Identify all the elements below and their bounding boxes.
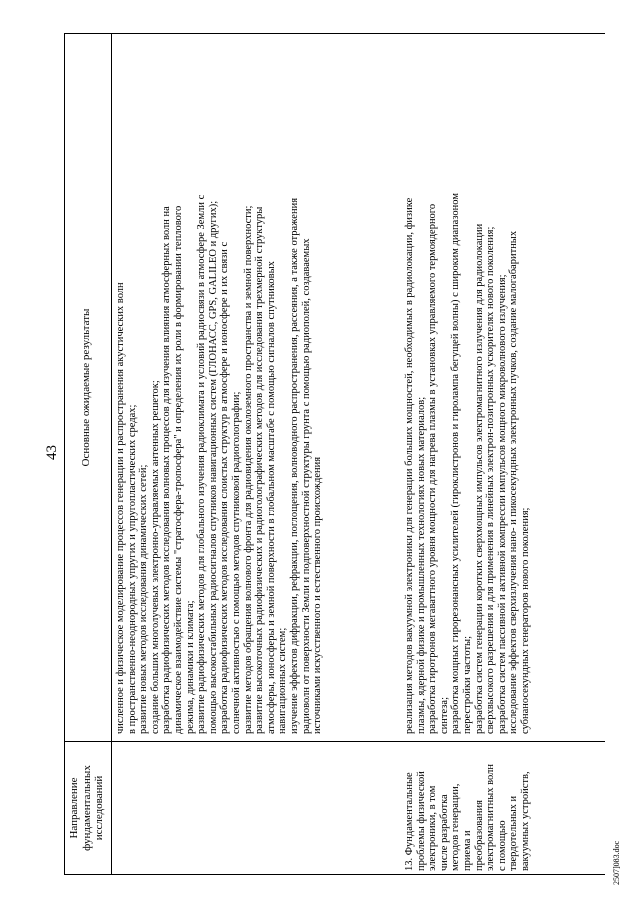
- header-divider: [111, 34, 112, 874]
- results-block-1: [115, 39, 324, 734]
- text-line: источниками искусственного и естественного происхождения: [312, 456, 324, 734]
- text-line: развитие радиофизических методов для глобального изучения радиоклимата и условий радиосвязи в атмосфере Земли с: [196, 194, 208, 734]
- text-line: динамическое взаимодействие системы "стратосфера-тропосфера" и определения их роли в формировании теплового: [172, 205, 184, 734]
- text-line: развитие методов обращения волнового фронта для радиовидения околоземного пространства и земной поверхности;: [242, 205, 254, 734]
- header-direction: [68, 742, 106, 874]
- text-line: вакуумных устройств,: [519, 771, 531, 871]
- text-line: реализация методов вакуумной электроники для генерации больших мощностей, необходимых в радиолокации, физике: [404, 197, 415, 734]
- text-line: приема и: [461, 830, 473, 871]
- results-block-2: [404, 39, 532, 734]
- text-line: плазмы, ядерной физике и промышленных технологиях новых материалов;: [415, 396, 427, 734]
- text-line: методов генерации,: [450, 783, 462, 871]
- text-line: перестройки частоты;: [461, 635, 473, 734]
- text-line: электромагнитных волн: [485, 764, 497, 871]
- research-table: [64, 33, 605, 875]
- text-line: разработка радиофизических методов исследования волновых процессов для изучения влияния атмосферных волн на: [161, 206, 173, 734]
- text-line: разработка систем пассивной и активной компрессии импульсов мощного микроволнового излучения;: [496, 274, 508, 734]
- text-line: исследование эффектов сверхизлучения нано- и пикосекундных электронных пучков, создание малогабаритных: [508, 230, 520, 734]
- text-line: синтеза;: [438, 696, 450, 734]
- text-line: помощью высокостабильных радиосигналов спутников навигационных систем (ГЛОНАСС, GPS, GALILEO и других);: [207, 200, 219, 734]
- header-direction-line: исследований: [93, 775, 105, 841]
- header-direction-line: Направление: [68, 777, 80, 839]
- text-line: числе разработка: [438, 794, 450, 871]
- text-line: субнаносекундных генераторов нового поколения;: [519, 507, 531, 734]
- text-line: 13. Фундаментальные: [404, 772, 415, 871]
- text-line: электроники, в том: [427, 785, 439, 871]
- document-code: 2507]083.doc: [612, 840, 621, 885]
- text-line: разработка радиофизических методов исследования слоистых структур в атмосфере и ионосфере и их связи с: [219, 241, 231, 734]
- text-line: сверхвысокого разрешения и для применения в линейных электрон-позитронных ускорителях нового поколения;: [485, 226, 497, 734]
- text-line: развитие новых методов исследования динамических сетей;: [138, 464, 150, 734]
- text-line: в пространственно-неоднородных упругих и упругопластических средах;: [126, 404, 138, 734]
- text-line: развитие высокоточных радиофизических и радиоголографических методов для исследования трехмерной структуры: [254, 206, 266, 734]
- text-line: проблемы физической: [415, 771, 427, 871]
- text-line: преобразования: [473, 800, 485, 871]
- text-line: радиоволн от поверхности Земли и подповерхностной структуры грунта с помощью радиополей, создаваемых: [300, 238, 312, 734]
- text-line: режима, динамики и климата;: [184, 600, 196, 734]
- column-divider: [65, 741, 605, 742]
- text-line: разработка гиротронов мегаваттного уровня мощности для нагрева плазмы в установках управляемого термоядерного: [427, 203, 439, 734]
- direction-13: [404, 745, 532, 871]
- text-line: изучение эффектов дифракции, рефракции, поглощения, волноводного распространения, рассеяния, а также отражения: [288, 197, 300, 734]
- text-line: разработка мощных гирорезонансных усилителей (гироклистронов и гиролампа бегущей волны) с широким диапазоном: [450, 193, 462, 734]
- page-number: 43: [44, 445, 60, 460]
- header-direction-line: фундаментальных: [80, 765, 93, 851]
- header-results: Основные ожидаемые результаты: [80, 308, 92, 467]
- text-line: атмосферы, ионосферы и земной поверхности в глобальном масштабе с помощью сигналов спутниковых: [265, 261, 277, 734]
- text-line: солнечной активностью с помощью методов спутниковой радиоголографии;: [230, 391, 242, 734]
- text-line: создание больших многолучевых электронно-управляемых антенных решеток;: [149, 380, 161, 734]
- text-line: разработка систем генерации коротких сверхмощных импульсов электромагнитного излучения для радиолокации: [473, 223, 485, 734]
- text-line: твердотельных и: [508, 795, 520, 871]
- text-line: численное и физическое моделирование процессов генерации и распространения акустических волн: [115, 282, 126, 734]
- text-line: с помощью: [496, 820, 508, 871]
- text-line: навигационных систем;: [277, 627, 289, 734]
